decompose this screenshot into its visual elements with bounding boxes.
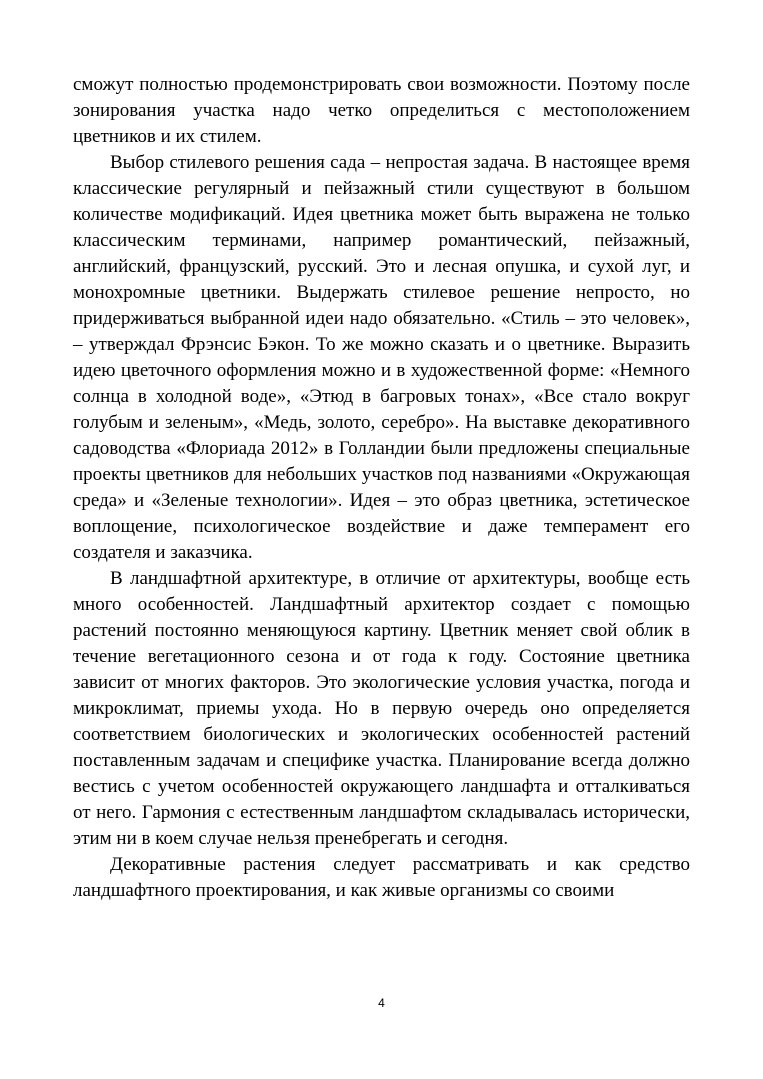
- paragraph-style-choice: Выбор стилевого решения сада – непростая задача. В настоящее время классические регулярный и пейзажный стили существуют в большом количестве модификаций. Идея цветника может быть выражена не только классическим терминами, например романтический, пейзажный, английский, французский, русский. Это и лесная опушка, и сухой луг, и монохромные цветники. Выдержать стилевое решение непросто, но придерживаться выбранной идеи надо обязательно. «Стиль – это человек», – утверждал Фрэнсис Бэкон. То же можно сказать и о цветнике. Выразить идею цветочного оформления можно и в художественной форме: «Немного солнца в холодной воде», «Этюд в багровых тонах», «Все стало вокруг голубым и зеленым», «Медь, золото, серебро». На выставке декоративного садоводства «Флориада 2012» в Голландии были предложены специальные проекты цветников для небольших участков под названиями «Окружающая среда» и «Зеленые технологии». Идея – это образ цветника, эстетическое воплощение, психологическое воздействие и даже темперамент его создателя и заказчика.: [73, 152, 690, 563]
- paragraph-landscape-architecture: В ландшафтной архитектуре, в отличие от архитектуры, вообще есть много особенностей. Ландшафтный архитектор создает с помощью растений постоянно меняющуюся картину. Цветник меняет свой облик в течение вегетационного сезона и от года к году. Состояние цветника зависит от многих факторов. Это экологические условия участка, погода и микроклимат, приемы ухода. Но в первую очередь оно определяется соответствием биологических и экологических особенностей растений поставленным задачам и специфике участка. Планирование всегда должно вестись с учетом особенностей окружающего ландшафта и отталкиваться от него. Гармония с естественным ландшафтом складывалась исторически, этим ни в коем случае нельзя пренебрегать и сегодня.: [73, 568, 690, 849]
- page-number: 4: [378, 996, 385, 1010]
- page-body: [73, 72, 690, 904]
- paragraph-continuation: сможут полностью продемонстрировать свои возможности. Поэтому после зонирования участка надо четко определиться с местоположением цветников и их стилем.: [73, 74, 690, 147]
- paragraph-decorative-plants: Декоративные растения следует рассматривать и как средство ландшафтного проектирования, и как живые организмы со своими: [73, 854, 690, 901]
